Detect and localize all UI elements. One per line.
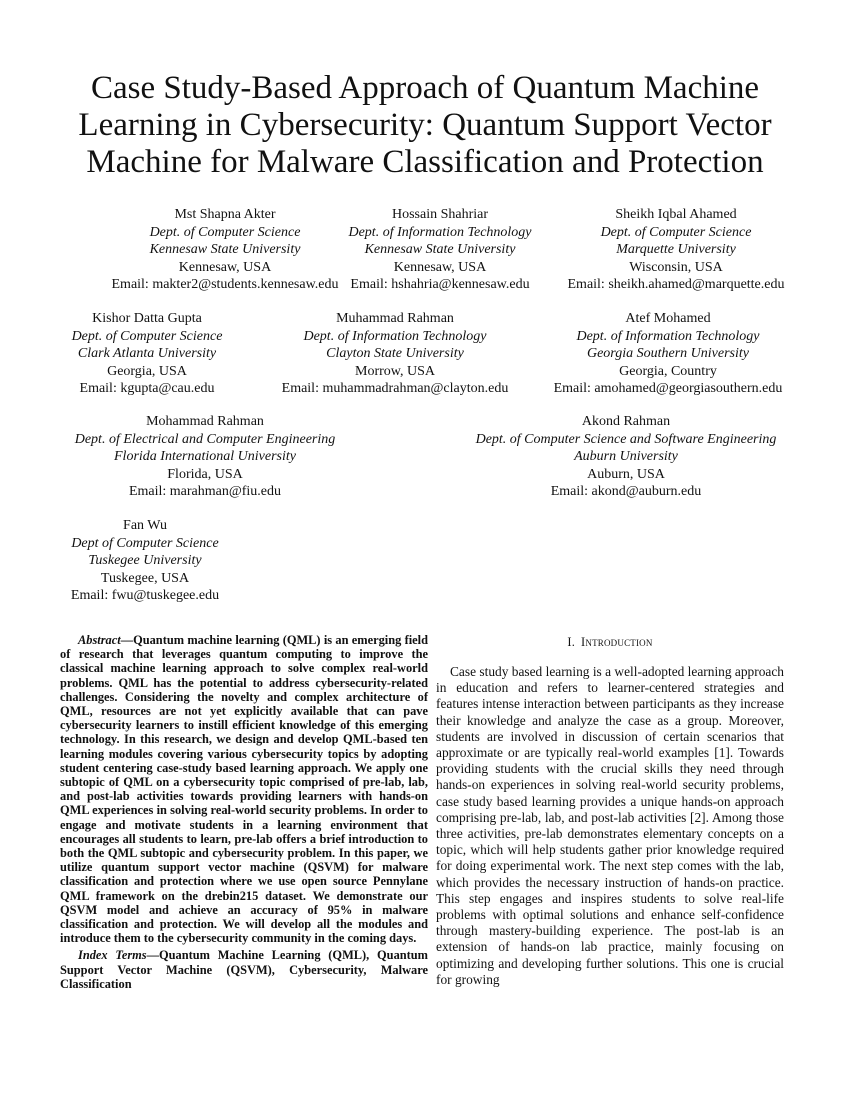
author-block-3 <box>546 206 806 294</box>
author-email[interactable]: Email: hshahria@kennesaw.edu <box>350 277 530 292</box>
right-column <box>436 633 784 988</box>
author-univ: Kennesaw State University <box>364 242 516 257</box>
author-dept: Dept. of Computer Science <box>149 224 301 240</box>
intro-paragraph: Case study based learning is a well-adopted learning approach in education and refers to learner-centered strategies and features intense interaction between participants as they increase their knowledge and analyze the case as a group. Moreover, students are involved in discussion of certain scenarios that approximate or are typically real-world examples [1]. Towards providing students with the crucial skills they need through hands-on experiences in solving real-world security problems, case study based learning provides a unique hands-on approach comprising pre-lab, lab, and post-lab activities [2]. Among those three activities, pre-lab demonstrates elementary concepts on a topic, which will help students gather prior knowledge required for doing experimental work. The next step comes with the lab, which provides the necessary instruction of hands-on practice. This step engages and inspires students to solve real-life problems with optimal solutions and enhance self-confidence through mastery-building experience. The post-lab is an extension of hands-on lab practice, mainly focusing on optimizing and developing further solutions. This one is crucial for growing <box>436 664 784 987</box>
index-terms <box>60 948 428 991</box>
author-location: Auburn, USA <box>587 466 665 482</box>
author-name: Mohammad Rahman <box>146 414 264 429</box>
author-location: Kennesaw, USA <box>178 259 272 275</box>
author-block-8 <box>451 413 801 501</box>
author-dept: Dept. of Computer Science <box>600 224 752 240</box>
author-name: Atef Mohamed <box>625 311 711 326</box>
left-column <box>60 633 428 991</box>
author-name: Akond Rahman <box>581 414 671 429</box>
author-email[interactable]: Email: sheikh.ahamed@marquette.edu <box>567 277 785 292</box>
author-block-4 <box>37 310 257 398</box>
title-line-2: Learning in Cybersecurity: Quantum Support Vector <box>78 107 772 143</box>
abstract-label: Abstract <box>78 633 121 647</box>
author-email[interactable]: Email: kgupta@cau.edu <box>79 381 215 396</box>
section-title: Introduction <box>581 635 653 649</box>
author-location: Georgia, Country <box>619 363 717 379</box>
author-dept: Dept. of Computer Science and Software Engineering <box>475 431 777 447</box>
title-line-1: Case Study-Based Approach of Quantum Machine <box>90 70 760 106</box>
author-block-9 <box>45 517 245 605</box>
abstract-text: —Quantum machine learning (QML) is an emerging field of research that leverages quantum computing to improve the classical machine learning approach to solve complex real-world problems. QML has the potential to address cybersecurity-related challenges. Considering the novelty and complex architecture of QML, resources are not yet explicitly available that can pave cybersecurity learners to instill efficient knowledge of this emerging technology. In this research, we design and develop QML-based ten learning modules covering various cybersecurity topics by adopting student centering case-study based learning approach. We apply one subtopic of QML on a cybersecurity topic comprised of pre-lab, lab, and post-lab activities towards providing learners with hands-on QML experiences in solving real-world security problems. In order to engage and motivate students in a learning environment that encourages all students to learn, pre-lab offers a brief introduction to both the QML subtopic and cybersecurity problem. In this paper, we utilize quantum support vector machine (QSVM) for malware classification and protection where we use open source Pennylane QML framework on the drebin215 dataset. We demonstrate our QSVM model and achieve an accuracy of 95% in malware classification and protection. We will develop all the modules and introduce them to the cybersecurity community in the coming days. <box>60 633 428 946</box>
author-block-6 <box>548 310 788 398</box>
author-univ: Florida International University <box>114 449 296 464</box>
author-location: Tuskegee, USA <box>100 570 190 586</box>
author-univ: Tuskegee University <box>88 553 202 568</box>
author-univ: Kennesaw State University <box>149 242 301 257</box>
author-location: Morrow, USA <box>355 363 435 379</box>
abstract <box>60 633 428 945</box>
author-email[interactable]: Email: akond@auburn.edu <box>550 484 702 499</box>
index-terms-text: —Quantum Machine Learning (QML), Quantum Support Vector Machine (QSVM), Cybersecurity, Malware Classification <box>60 948 428 991</box>
author-name: Mst Shapna Akter <box>174 207 276 222</box>
section-heading <box>436 635 784 650</box>
author-block-7 <box>55 413 355 501</box>
author-email[interactable]: Email: marahman@fiu.edu <box>128 484 282 499</box>
author-dept: Dept. of Information Technology <box>576 328 760 344</box>
author-dept: Dept. of Electrical and Computer Engineering <box>74 431 336 447</box>
author-dept: Dept. of Information Technology <box>348 224 532 240</box>
author-name: Sheikh Iqbal Ahamed <box>615 207 737 222</box>
index-terms-label: Index Terms <box>78 948 147 963</box>
title-line-3: Machine for Malware Classification and Protection <box>86 144 764 180</box>
author-location: Florida, USA <box>167 466 243 482</box>
author-univ: Clark Atlanta University <box>77 346 217 361</box>
author-dept: Dept. of Computer Science <box>71 328 223 344</box>
author-location: Georgia, USA <box>107 363 187 379</box>
author-dept: Dept of Computer Science <box>71 535 219 551</box>
author-block-2 <box>310 206 570 294</box>
author-univ: Auburn University <box>574 449 678 464</box>
author-dept: Dept. of Information Technology <box>303 328 487 344</box>
author-email[interactable]: Email: muhammadrahman@clayton.edu <box>281 381 509 396</box>
author-name: Fan Wu <box>123 518 167 533</box>
author-location: Wisconsin, USA <box>629 259 723 275</box>
author-univ: Marquette University <box>616 242 736 257</box>
author-location: Kennesaw, USA <box>393 259 487 275</box>
paper-title <box>40 70 810 181</box>
section-number: I. <box>567 635 576 649</box>
author-univ: Georgia Southern University <box>586 346 749 361</box>
author-email[interactable]: Email: fwu@tuskegee.edu <box>70 588 220 603</box>
author-block-5 <box>260 310 530 398</box>
author-name: Hossain Shahriar <box>391 207 489 222</box>
author-name: Muhammad Rahman <box>336 311 454 326</box>
author-univ: Clayton State University <box>326 346 464 361</box>
author-email[interactable]: Email: amohamed@georgiasouthern.edu <box>553 381 783 396</box>
author-email[interactable]: Email: makter2@students.kennesaw.edu <box>111 277 339 292</box>
author-name: Kishor Datta Gupta <box>92 311 202 326</box>
